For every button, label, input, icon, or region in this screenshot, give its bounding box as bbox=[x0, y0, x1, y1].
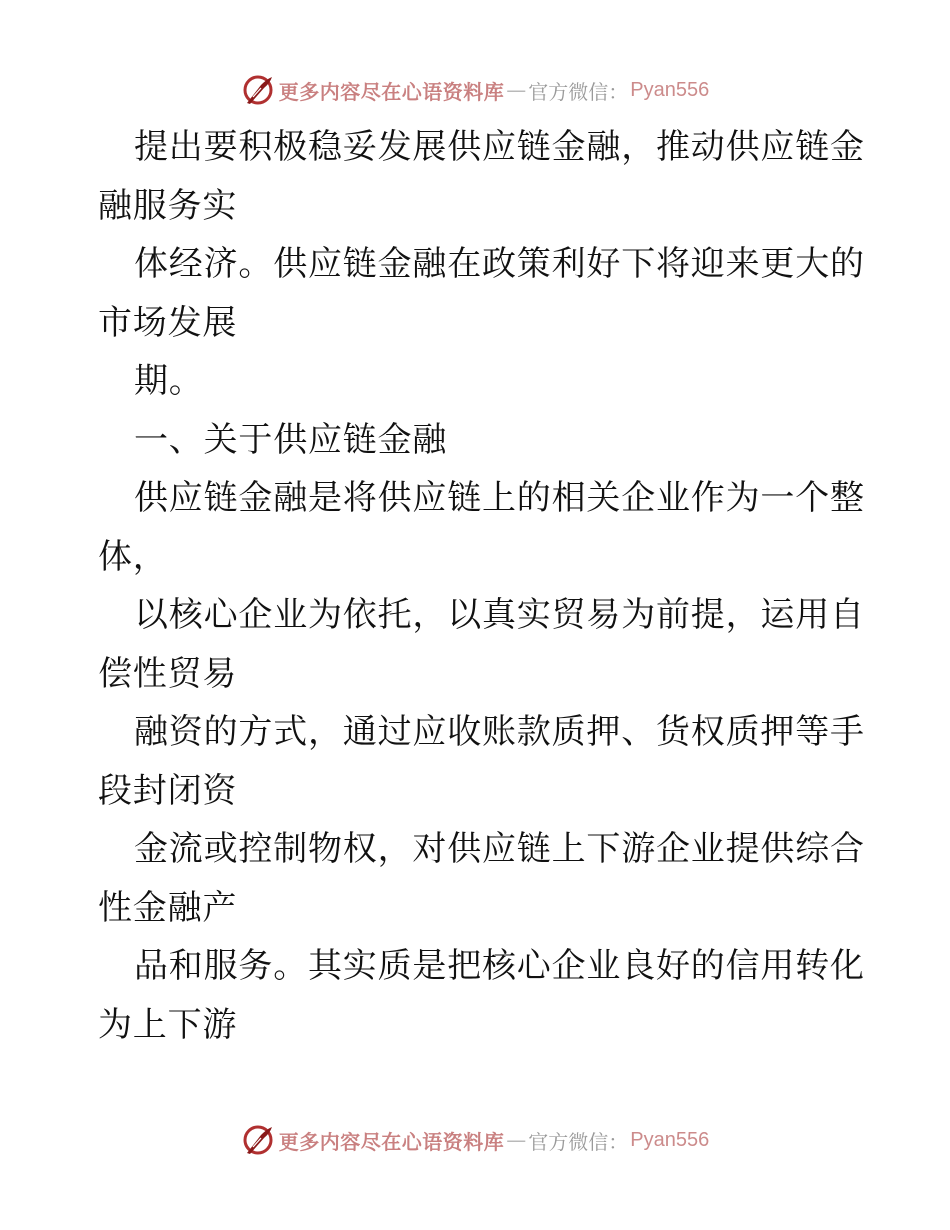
watermark-dash: — bbox=[506, 78, 527, 102]
text-line: 提出要积极稳妥发展供应链金融，推动供应链金 bbox=[134, 127, 865, 167]
text-line: 融服务实 bbox=[98, 185, 238, 226]
watermark-site-name: 更多内容尽在心语资料库 bbox=[278, 79, 505, 104]
text-line: 体， bbox=[98, 536, 168, 577]
watermark-wechat-id: Pyan556 bbox=[630, 78, 710, 101]
header-watermark bbox=[0, 70, 950, 110]
section-heading: 一、关于供应链金融 bbox=[134, 419, 448, 460]
text-line: 为上下游 bbox=[98, 1004, 238, 1045]
text-line: 融资的方式，通过应收账款质押、货权质押等手 bbox=[134, 712, 865, 752]
text-line: 品和服务。其实质是把核心企业良好的信用转化 bbox=[134, 946, 865, 986]
text-line: 性金融产 bbox=[98, 887, 238, 928]
text-line: 市场发展 bbox=[98, 302, 238, 343]
document-body bbox=[98, 118, 865, 1054]
quill-pen-icon bbox=[241, 73, 275, 107]
text-line: 供应链金融是将供应链上的相关企业作为一个整 bbox=[134, 478, 865, 518]
text-line: 体经济。供应链金融在政策利好下将迎来更大的 bbox=[134, 244, 865, 284]
watermark-site-name: 更多内容尽在心语资料库 bbox=[278, 1129, 505, 1154]
footer-watermark bbox=[0, 1120, 950, 1160]
text-line: 段封闭资 bbox=[98, 770, 238, 811]
quill-pen-icon bbox=[241, 1123, 275, 1157]
watermark-wechat-id: Pyan556 bbox=[630, 1128, 710, 1151]
watermark-dash: — bbox=[506, 1128, 527, 1152]
watermark-wechat-label: 官方微信： bbox=[528, 79, 629, 104]
text-line: 金流或控制物权，对供应链上下游企业提供综合 bbox=[134, 829, 865, 869]
watermark-wechat-label: 官方微信： bbox=[528, 1129, 629, 1154]
text-line: 期。 bbox=[134, 361, 204, 401]
text-line: 以核心企业为依托，以真实贸易为前提，运用自 bbox=[134, 595, 865, 635]
text-line: 偿性贸易 bbox=[98, 653, 238, 694]
